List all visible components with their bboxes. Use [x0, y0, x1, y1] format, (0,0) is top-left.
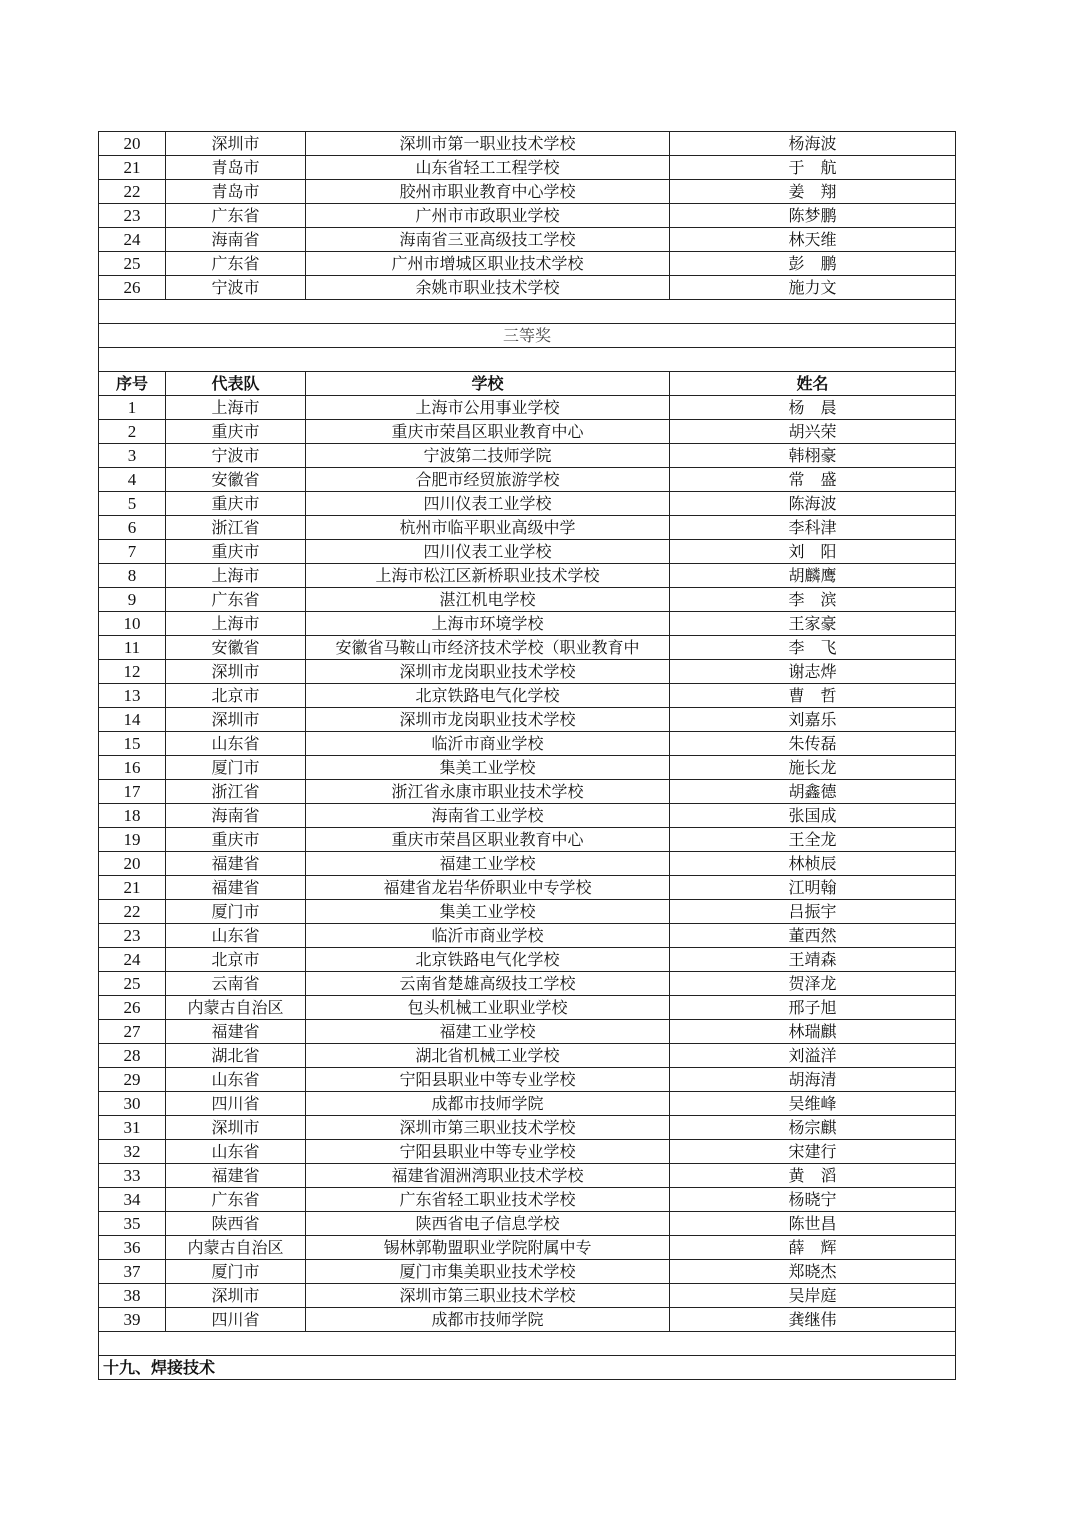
award-title-row — [99, 324, 956, 348]
cell-name: 杨海波 — [670, 132, 956, 156]
cell-name: 李科津 — [670, 516, 956, 540]
cell-school: 宁阳县职业中等专业学校 — [306, 1140, 670, 1164]
cell-school: 厦门市集美职业技术学校 — [306, 1260, 670, 1284]
cell-team: 福建省 — [166, 1020, 306, 1044]
table-row — [99, 540, 956, 564]
cell-name: 龚继伟 — [670, 1308, 956, 1332]
cell-team: 重庆市 — [166, 828, 306, 852]
cell-team: 上海市 — [166, 564, 306, 588]
cell-team: 广东省 — [166, 1188, 306, 1212]
cell-index: 2 — [99, 420, 166, 444]
table-row — [99, 1260, 956, 1284]
cell-name: 王靖森 — [670, 948, 956, 972]
cell-name: 江明翰 — [670, 876, 956, 900]
table-row — [99, 252, 956, 276]
cell-school: 上海市环境学校 — [306, 612, 670, 636]
cell-school: 集美工业学校 — [306, 756, 670, 780]
cell-team: 海南省 — [166, 228, 306, 252]
table-row — [99, 1044, 956, 1068]
cell-name: 李 飞 — [670, 636, 956, 660]
table-row — [99, 972, 956, 996]
cell-school: 包头机械工业职业学校 — [306, 996, 670, 1020]
cell-school: 广州市市政职业学校 — [306, 204, 670, 228]
cell-school: 锡林郭勒盟职业学院附属中专 — [306, 1236, 670, 1260]
cell-index: 28 — [99, 1044, 166, 1068]
table-row — [99, 420, 956, 444]
cell-index: 20 — [99, 852, 166, 876]
table-row — [99, 396, 956, 420]
cell-name: 李 滨 — [670, 588, 956, 612]
cell-team: 厦门市 — [166, 1260, 306, 1284]
cell-team: 深圳市 — [166, 1116, 306, 1140]
cell-name: 黄 滔 — [670, 1164, 956, 1188]
cell-index: 38 — [99, 1284, 166, 1308]
cell-index: 24 — [99, 948, 166, 972]
cell-team: 浙江省 — [166, 780, 306, 804]
cell-school: 福建省龙岩华侨职业中专学校 — [306, 876, 670, 900]
cell-name: 常 盛 — [670, 468, 956, 492]
cell-index: 16 — [99, 756, 166, 780]
cell-name: 胡海清 — [670, 1068, 956, 1092]
cell-name: 薛 辉 — [670, 1236, 956, 1260]
cell-index: 3 — [99, 444, 166, 468]
table-row — [99, 564, 956, 588]
table-row — [99, 276, 956, 300]
table-row — [99, 1116, 956, 1140]
cell-name: 宋建行 — [670, 1140, 956, 1164]
cell-index: 18 — [99, 804, 166, 828]
cell-index: 23 — [99, 924, 166, 948]
cell-team: 安徽省 — [166, 636, 306, 660]
cell-name: 杨晓宁 — [670, 1188, 956, 1212]
cell-name: 谢志烨 — [670, 660, 956, 684]
cell-team: 山东省 — [166, 924, 306, 948]
column-header-team: 代表队 — [166, 372, 306, 396]
table-row — [99, 1236, 956, 1260]
cell-index: 15 — [99, 732, 166, 756]
table-row — [99, 1284, 956, 1308]
cell-index: 32 — [99, 1140, 166, 1164]
cell-school: 安徽省马鞍山市经济技术学校（职业教育中 — [306, 636, 670, 660]
cell-name: 贺泽龙 — [670, 972, 956, 996]
cell-index: 25 — [99, 252, 166, 276]
third-prize-rows — [99, 396, 956, 1332]
cell-index: 21 — [99, 156, 166, 180]
cell-name: 邢子旭 — [670, 996, 956, 1020]
cell-school: 临沂市商业学校 — [306, 924, 670, 948]
cell-name: 郑晓杰 — [670, 1260, 956, 1284]
table-row — [99, 804, 956, 828]
cell-school: 北京铁路电气化学校 — [306, 948, 670, 972]
cell-team: 宁波市 — [166, 444, 306, 468]
cell-name: 施长龙 — [670, 756, 956, 780]
cell-index: 29 — [99, 1068, 166, 1092]
cell-team: 内蒙古自治区 — [166, 1236, 306, 1260]
cell-index: 6 — [99, 516, 166, 540]
cell-team: 山东省 — [166, 732, 306, 756]
table-row — [99, 1092, 956, 1116]
cell-school: 宁阳县职业中等专业学校 — [306, 1068, 670, 1092]
table-row — [99, 828, 956, 852]
cell-school: 深圳市龙岗职业技术学校 — [306, 708, 670, 732]
cell-index: 37 — [99, 1260, 166, 1284]
cell-school: 余姚市职业技术学校 — [306, 276, 670, 300]
cell-school: 海南省工业学校 — [306, 804, 670, 828]
table-row — [99, 1188, 956, 1212]
cell-team: 厦门市 — [166, 900, 306, 924]
cell-name: 王家豪 — [670, 612, 956, 636]
cell-index: 20 — [99, 132, 166, 156]
cell-school: 杭州市临平职业高级中学 — [306, 516, 670, 540]
cell-index: 34 — [99, 1188, 166, 1212]
cell-school: 深圳市第一职业技术学校 — [306, 132, 670, 156]
cell-team: 山东省 — [166, 1140, 306, 1164]
cell-school: 深圳市龙岗职业技术学校 — [306, 660, 670, 684]
table-row — [99, 156, 956, 180]
table-row — [99, 1164, 956, 1188]
cell-team: 安徽省 — [166, 468, 306, 492]
cell-team: 福建省 — [166, 852, 306, 876]
table-row — [99, 996, 956, 1020]
cell-name: 韩栩豪 — [670, 444, 956, 468]
award-title: 三等奖 — [99, 324, 956, 348]
table-row — [99, 612, 956, 636]
cell-school: 上海市公用事业学校 — [306, 396, 670, 420]
cell-team: 湖北省 — [166, 1044, 306, 1068]
cell-team: 四川省 — [166, 1308, 306, 1332]
cell-name: 林桢辰 — [670, 852, 956, 876]
cell-team: 上海市 — [166, 396, 306, 420]
cell-name: 杨 晨 — [670, 396, 956, 420]
cell-index: 8 — [99, 564, 166, 588]
cell-team: 内蒙古自治区 — [166, 996, 306, 1020]
table-row — [99, 924, 956, 948]
cell-team: 深圳市 — [166, 708, 306, 732]
cell-school: 临沂市商业学校 — [306, 732, 670, 756]
cell-team: 重庆市 — [166, 492, 306, 516]
cell-team: 北京市 — [166, 684, 306, 708]
table-row — [99, 180, 956, 204]
cell-name: 陈梦鹏 — [670, 204, 956, 228]
cell-index: 27 — [99, 1020, 166, 1044]
cell-name: 朱传磊 — [670, 732, 956, 756]
cell-school: 福建省湄洲湾职业技术学校 — [306, 1164, 670, 1188]
table-row — [99, 708, 956, 732]
cell-school: 湛江机电学校 — [306, 588, 670, 612]
table-row — [99, 780, 956, 804]
table-row — [99, 876, 956, 900]
cell-team: 陕西省 — [166, 1212, 306, 1236]
section-heading: 十九、焊接技术 — [99, 1356, 956, 1380]
cell-name: 林瑞麒 — [670, 1020, 956, 1044]
cell-school: 广州市增城区职业技术学校 — [306, 252, 670, 276]
cell-index: 22 — [99, 180, 166, 204]
table-row — [99, 444, 956, 468]
cell-team: 宁波市 — [166, 276, 306, 300]
cell-school: 上海市松江区新桥职业技术学校 — [306, 564, 670, 588]
cell-index: 39 — [99, 1308, 166, 1332]
cell-team: 厦门市 — [166, 756, 306, 780]
cell-index: 10 — [99, 612, 166, 636]
cell-team: 浙江省 — [166, 516, 306, 540]
cell-school: 海南省三亚高级技工学校 — [306, 228, 670, 252]
second-prize-continued-rows — [99, 132, 956, 300]
cell-team: 上海市 — [166, 612, 306, 636]
cell-school: 重庆市荣昌区职业教育中心 — [306, 420, 670, 444]
cell-name: 董西然 — [670, 924, 956, 948]
cell-index: 36 — [99, 1236, 166, 1260]
table-row — [99, 204, 956, 228]
cell-name: 王全龙 — [670, 828, 956, 852]
table-row — [99, 132, 956, 156]
table-row — [99, 588, 956, 612]
cell-name: 胡麟鹰 — [670, 564, 956, 588]
cell-school: 合肥市经贸旅游学校 — [306, 468, 670, 492]
table-row — [99, 660, 956, 684]
cell-name: 吴维峰 — [670, 1092, 956, 1116]
blank-row — [99, 1332, 956, 1356]
cell-school: 北京铁路电气化学校 — [306, 684, 670, 708]
cell-index: 25 — [99, 972, 166, 996]
cell-name: 张国成 — [670, 804, 956, 828]
cell-team: 深圳市 — [166, 132, 306, 156]
cell-team: 福建省 — [166, 876, 306, 900]
cell-name: 曹 哲 — [670, 684, 956, 708]
cell-index: 23 — [99, 204, 166, 228]
cell-name: 杨宗麒 — [670, 1116, 956, 1140]
cell-index: 17 — [99, 780, 166, 804]
cell-index: 24 — [99, 228, 166, 252]
table-row — [99, 948, 956, 972]
cell-name: 刘嘉乐 — [670, 708, 956, 732]
column-header-index: 序号 — [99, 372, 166, 396]
cell-name: 刘 阳 — [670, 540, 956, 564]
table-row — [99, 468, 956, 492]
cell-team: 重庆市 — [166, 540, 306, 564]
cell-team: 深圳市 — [166, 660, 306, 684]
cell-index: 33 — [99, 1164, 166, 1188]
cell-team: 北京市 — [166, 948, 306, 972]
cell-school: 集美工业学校 — [306, 900, 670, 924]
cell-index: 30 — [99, 1092, 166, 1116]
cell-name: 陈海波 — [670, 492, 956, 516]
table-row — [99, 900, 956, 924]
header-row — [99, 372, 956, 396]
table-row — [99, 852, 956, 876]
cell-index: 14 — [99, 708, 166, 732]
table-row — [99, 1020, 956, 1044]
table-row — [99, 516, 956, 540]
cell-index: 26 — [99, 996, 166, 1020]
cell-school: 四川仪表工业学校 — [306, 540, 670, 564]
cell-school: 四川仪表工业学校 — [306, 492, 670, 516]
cell-index: 13 — [99, 684, 166, 708]
cell-index: 4 — [99, 468, 166, 492]
cell-school: 浙江省永康市职业技术学校 — [306, 780, 670, 804]
table-row — [99, 228, 956, 252]
cell-name: 林天维 — [670, 228, 956, 252]
cell-team: 重庆市 — [166, 420, 306, 444]
table-row — [99, 1308, 956, 1332]
column-header-school: 学校 — [306, 372, 670, 396]
table-row — [99, 732, 956, 756]
cell-name: 姜 翔 — [670, 180, 956, 204]
table-row — [99, 1140, 956, 1164]
table-row — [99, 1212, 956, 1236]
cell-team: 广东省 — [166, 252, 306, 276]
cell-name: 陈世昌 — [670, 1212, 956, 1236]
cell-name: 于 航 — [670, 156, 956, 180]
table-row — [99, 684, 956, 708]
cell-school: 胶州市职业教育中心学校 — [306, 180, 670, 204]
cell-index: 1 — [99, 396, 166, 420]
table-row — [99, 492, 956, 516]
cell-school: 福建工业学校 — [306, 1020, 670, 1044]
cell-team: 云南省 — [166, 972, 306, 996]
cell-name: 胡兴荣 — [670, 420, 956, 444]
cell-school: 成都市技师学院 — [306, 1092, 670, 1116]
cell-team: 青岛市 — [166, 180, 306, 204]
cell-team: 四川省 — [166, 1092, 306, 1116]
table-row — [99, 636, 956, 660]
cell-school: 深圳市第三职业技术学校 — [306, 1116, 670, 1140]
cell-school: 成都市技师学院 — [306, 1308, 670, 1332]
cell-name: 吕振宇 — [670, 900, 956, 924]
cell-index: 35 — [99, 1212, 166, 1236]
cell-school: 宁波第二技师学院 — [306, 444, 670, 468]
cell-index: 21 — [99, 876, 166, 900]
cell-school: 重庆市荣昌区职业教育中心 — [306, 828, 670, 852]
cell-index: 31 — [99, 1116, 166, 1140]
cell-index: 26 — [99, 276, 166, 300]
blank-row — [99, 348, 956, 372]
cell-school: 深圳市第三职业技术学校 — [306, 1284, 670, 1308]
cell-name: 彭 鹏 — [670, 252, 956, 276]
cell-name: 刘溢洋 — [670, 1044, 956, 1068]
cell-name: 胡鑫德 — [670, 780, 956, 804]
cell-school: 广东省轻工职业技术学校 — [306, 1188, 670, 1212]
cell-school: 云南省楚雄高级技工学校 — [306, 972, 670, 996]
cell-team: 广东省 — [166, 204, 306, 228]
cell-index: 11 — [99, 636, 166, 660]
blank-row — [99, 300, 956, 324]
cell-team: 青岛市 — [166, 156, 306, 180]
cell-school: 福建工业学校 — [306, 852, 670, 876]
cell-name: 施力文 — [670, 276, 956, 300]
cell-team: 福建省 — [166, 1164, 306, 1188]
cell-index: 12 — [99, 660, 166, 684]
cell-index: 5 — [99, 492, 166, 516]
cell-index: 9 — [99, 588, 166, 612]
cell-index: 7 — [99, 540, 166, 564]
table-row — [99, 1068, 956, 1092]
column-header-name: 姓名 — [670, 372, 956, 396]
section-heading-row — [99, 1356, 956, 1380]
cell-team: 山东省 — [166, 1068, 306, 1092]
table-row — [99, 756, 956, 780]
cell-index: 22 — [99, 900, 166, 924]
cell-team: 广东省 — [166, 588, 306, 612]
cell-index: 19 — [99, 828, 166, 852]
cell-school: 陕西省电子信息学校 — [306, 1212, 670, 1236]
results-table — [98, 131, 956, 1380]
cell-name: 吴岸庭 — [670, 1284, 956, 1308]
cell-school: 湖北省机械工业学校 — [306, 1044, 670, 1068]
cell-team: 海南省 — [166, 804, 306, 828]
cell-team: 深圳市 — [166, 1284, 306, 1308]
cell-school: 山东省轻工工程学校 — [306, 156, 670, 180]
